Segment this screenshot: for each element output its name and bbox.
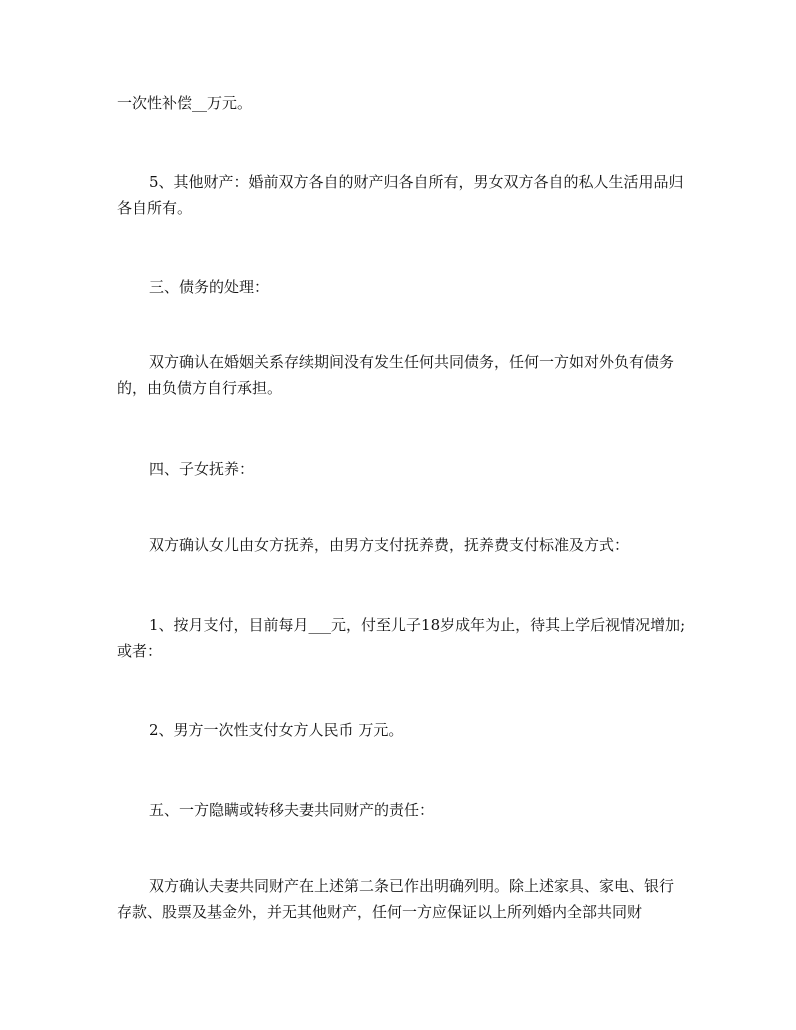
paragraph-child-support: 双方确认女儿由女方抚养，由男方支付抚养费，抚养费支付标准及方式： <box>149 536 630 554</box>
paragraph-other-property: 5、其他财产：婚前双方各自的财产归各自所有，男女双方各自的私人生活用品归各自所有。 <box>117 173 684 217</box>
paragraph-debt: 双方确认在婚姻关系存续期间没有发生任何共同债务，任何一方如对外负有债务的，由负债方自行承担。 <box>117 353 675 397</box>
heading-concealment: 五、一方隐瞒或转移夫妻共同财产的责任： <box>149 801 435 819</box>
paragraph-compensation: 一次性补偿__万元。 <box>117 94 253 112</box>
paragraph-monthly-payment: 1、按月支付，目前每月___元，付至儿子18岁成年为止，待其上学后视情况增加;或者： <box>117 616 686 660</box>
paragraph-lump-sum: 2、男方一次性支付女方人民币 万元。 <box>149 721 404 739</box>
heading-debt: 三、债务的处理： <box>149 278 270 296</box>
paragraph-concealment: 双方确认夫妻共同财产在上述第二条已作出明确列明。除上述家具、家电、银行存款、股票及基金外，并无其他财产，任何一方应保证以上所列婚内全部共同财 <box>117 877 675 921</box>
heading-child-support: 四、子女抚养： <box>149 460 255 478</box>
